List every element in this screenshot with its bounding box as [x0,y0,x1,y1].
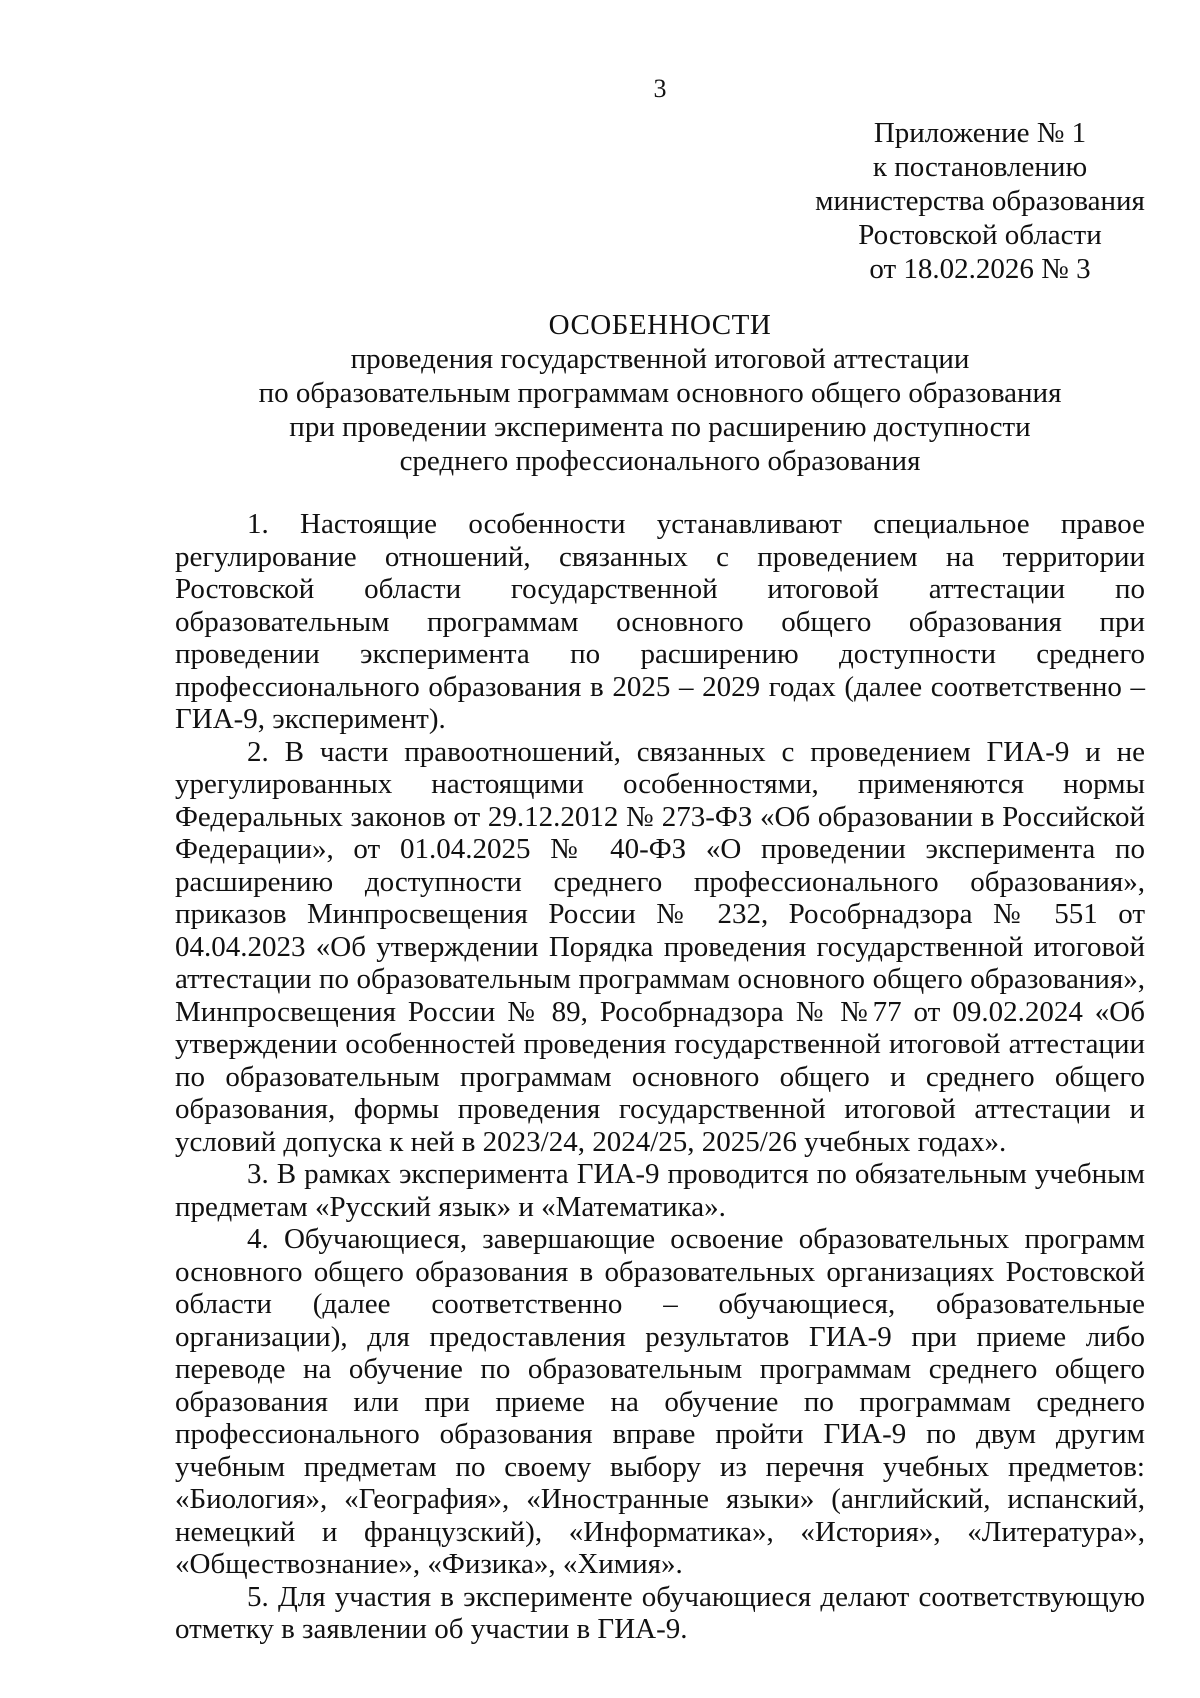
appendix-header [780,116,1180,286]
paragraph-2: 2. В части правоотношений, связанных с проведением ГИА-9 и не урегулированных настоящими особенностями, применяются нормы Федеральных законов от 29.12.2012 № 273-ФЗ «Об образовании в Российской Федерации», от 01.04.2025 № 40-ФЗ «О проведении эксперимента по расширению доступности среднего профессионального образования», приказов Минпросвещения России № 232, Рособрнадзора № 551 от 04.04.2023 «Об утверждении Порядка проведения государственной итоговой аттестации по образовательным программам основного общего образования», Минпросвещения России № 89, Рособрнадзора № №77 от 09.02.2024 «Об утверждении особенностей проведения государственной итоговой аттестации по образовательным программам основного общего и среднего общего образования, формы проведения государственной итоговой аттестации и условий допуска к ней в 2023/24, 2024/25, 2025/26 учебных годах». [175,735,1145,1158]
document-title [175,308,1145,478]
title-main: ОСОБЕННОСТИ [548,309,772,341]
title-subline: по образовательным программам основного общего образования [258,377,1062,409]
appendix-line: Ростовской области [858,219,1102,251]
title-subline: проведения государственной итоговой аттестации [350,343,970,375]
appendix-line: к постановлению [872,151,1088,183]
paragraph-4: 4. Обучающиеся, завершающие освоение образовательных программ основного общего образования в образовательных организациях Ростовской области (далее соответственно – обучающиеся, образовательные организации), для предоставления результатов ГИА-9 при приеме либо переводе на обучение по образовательным программам среднего общего образования или при приеме на обучение по программам среднего профессионального образования вправе пройти ГИА-9 по двум другим учебным предметам по своему выбору из перечня учебных предметов: «Биология», «География», «Иностранные языки» (английский, испанский, немецкий и французский), «Информатика», «История», «Литература», «Обществознание», «Физика», «Химия». [175,1223,1145,1580]
document-body [175,508,1145,1646]
title-subline: среднего профессионального образования [399,445,921,477]
paragraph-1: 1. Настоящие особенности устанавливают специальное правое регулирование отношений, связанных с проведением на территории Ростовской области государственной итоговой аттестации по образовательным программам основного общего образования при проведении эксперимента по расширению доступности среднего профессионального образования в 2025 – 2029 годах (далее соответственно – ГИА-9, эксперимент). [175,508,1145,735]
appendix-line: министерства образования [815,185,1145,217]
appendix-line: от 18.02.2026 № 3 [869,253,1091,285]
paragraph-3: 3. В рамках эксперимента ГИА-9 проводится по обязательным учебным предметам «Русский язык» и «Математика». [175,1158,1145,1223]
paragraph-5: 5. Для участия в эксперименте обучающиеся делают соответствующую отметку в заявлении об участии в ГИА-9. [175,1580,1145,1645]
title-subline: при проведении эксперимента по расширению доступности [289,411,1031,443]
appendix-line: Приложение № 1 [873,117,1087,149]
page-number: 3 [653,74,667,103]
